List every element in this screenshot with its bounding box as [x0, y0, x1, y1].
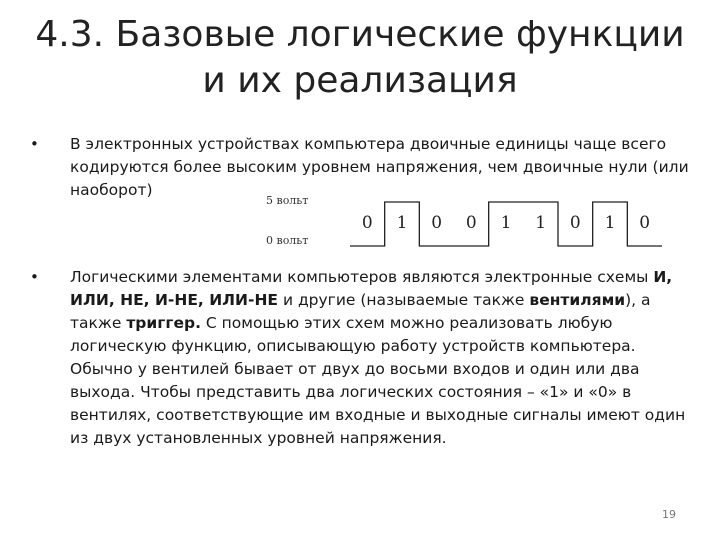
- low-voltage-label: 0 вольт: [266, 234, 309, 247]
- bullet-2-part-1: Логическими элементами компьютеров являются электронные схемы: [70, 268, 654, 286]
- bullet-1-text: В электронных устройствах компьютера двоичные единицы чаще всего кодируются более высоким уровнем напряжения, чем двоичные нули (или наоборот): [70, 135, 689, 199]
- bit-label: 0: [465, 213, 477, 233]
- trigger-term: триггер.: [126, 314, 201, 332]
- bit-label: 0: [361, 213, 373, 233]
- bit-label: 0: [639, 213, 651, 233]
- gate-names: И, ИЛИ, НЕ, И-НЕ, ИЛИ-НЕ: [70, 268, 673, 309]
- bit-label: 0: [569, 213, 581, 233]
- bullet-dot-icon: •: [30, 268, 39, 286]
- title-line-2: и их реализация: [202, 60, 518, 101]
- bullet-dot-icon: •: [30, 135, 39, 153]
- bullet-2-part-4: С помощью этих схем можно реализовать любую логическую функцию, описывающую работу устройств компьютера. Обычно у вентилей бывает от двух до восьми входов и один или два выхода. Чтобы представить два логических состояния – «1» и «0» в вентилях, соответствующие им входные и выходные сигналы имеют один из двух установленных уровней напряжения.: [70, 314, 686, 447]
- bullet-2-part-2: и другие (называемые также: [278, 291, 530, 309]
- bullet-2-text: [70, 266, 690, 450]
- signal-waveform: [262, 190, 692, 256]
- voltage-signal-diagram: [262, 190, 692, 256]
- bullet-item-2: [30, 266, 690, 450]
- bit-label: 1: [396, 213, 408, 233]
- gates-term: вентилями: [529, 291, 626, 309]
- bit-label: 1: [535, 213, 547, 233]
- page-number: 19: [662, 508, 676, 521]
- bullet-2-part-3: ), а также: [70, 291, 651, 332]
- bit-labels: [362, 213, 650, 233]
- high-voltage-label: 5 вольт: [266, 194, 309, 207]
- bit-label: 0: [431, 213, 443, 233]
- bit-label: 1: [604, 213, 616, 233]
- slide-title: [0, 12, 720, 104]
- bit-label: 1: [500, 213, 512, 233]
- title-line-1: 4.3. Базовые логические функции: [35, 14, 685, 55]
